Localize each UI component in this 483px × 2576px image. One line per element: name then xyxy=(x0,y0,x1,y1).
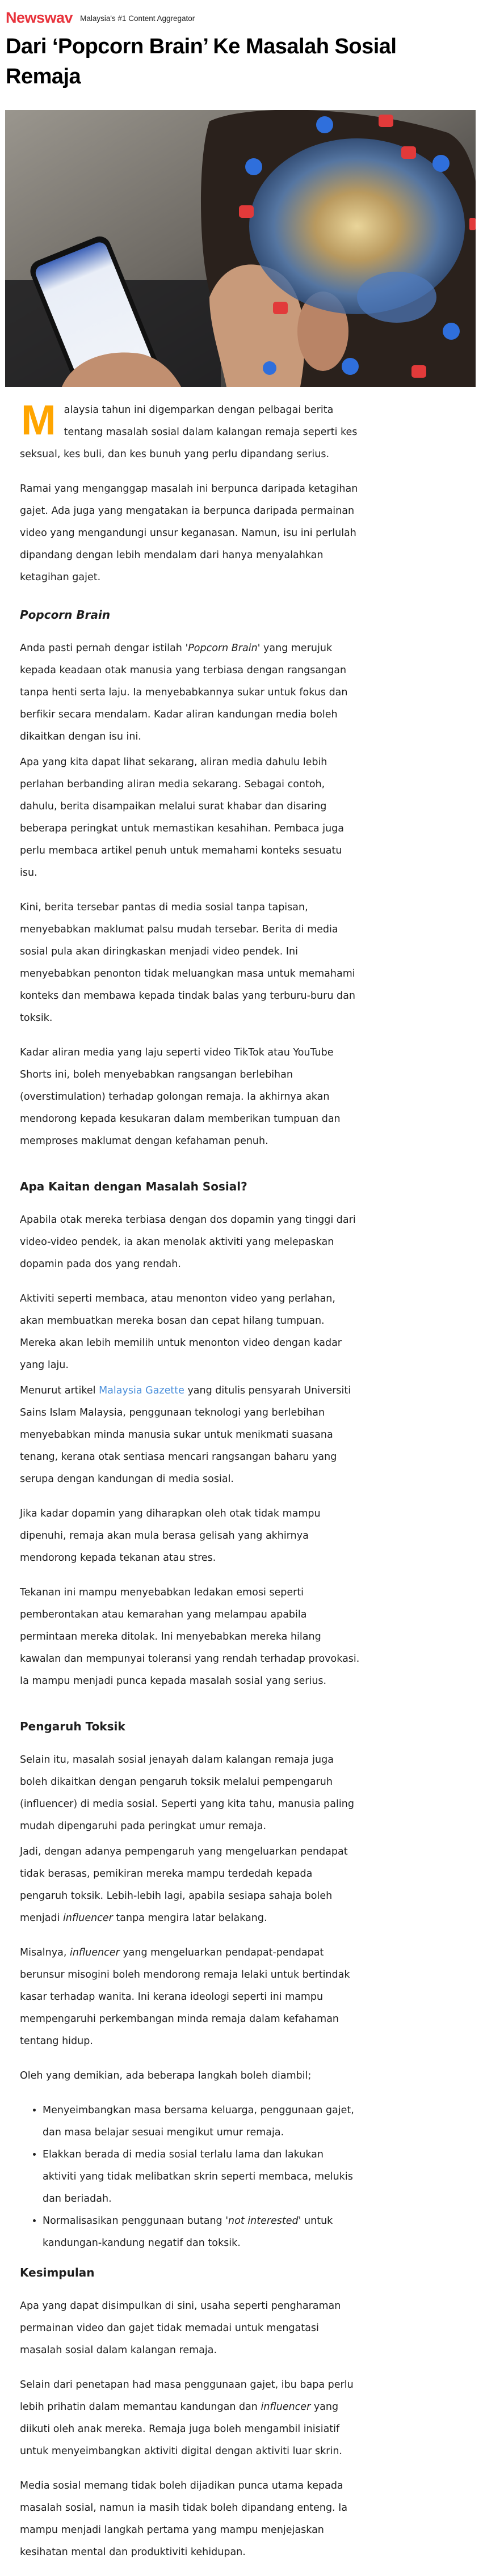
text: Jadi, dengan adanya pempengaruh yang mengeluarkan pendapat tidak berasas, pemikiran mereka mampu terdedah kepada pengaruh toksik. Lebih-lebih lagi, apabila sesiapa sahaja boleh menjadi xyxy=(20,1846,348,1924)
dropcap: M xyxy=(21,396,56,444)
paragraph: Ramai yang menganggap masalah ini berpunca daripada ketagihan gajet. Ada juga yang mengatakan ia berpunca daripada permainan video yang mengandungi unsur keganasan. Namun, isu ini perlulah dipandang dengan lebih mendalam dari hanya menyalahkan ketagihan gajet. xyxy=(20,483,358,583)
article-title: Dari ‘Popcorn Brain’ Ke Masalah Sosial Remaja xyxy=(6,35,397,88)
emphasis: 'Popcorn Brain' xyxy=(185,643,261,654)
steps-list xyxy=(20,2100,360,2254)
section-heading-pengaruh-toksik: Pengaruh Toksik xyxy=(20,1720,125,1733)
section-heading-kaitan: Apa Kaitan dengan Masalah Sosial? xyxy=(20,1180,247,1193)
paragraph: Apabila otak mereka terbiasa dengan dos dopamin yang tinggi dari video-video pendek, ia akan menolak aktiviti yang melepaskan dopamin pada dos yang rendah. xyxy=(20,1214,356,1270)
paragraph xyxy=(20,637,360,748)
section-heading-popcorn-brain: Popcorn Brain xyxy=(20,608,111,622)
intro-text: alaysia tahun ini digemparkan dengan pelbagai berita tentang masalah sosial dalam kalangan remaja seperti kes seksual, kes buli, dan kes bunuh yang perlu dipandang serius. xyxy=(20,404,358,460)
text: Misalnya, xyxy=(20,1947,70,1958)
hero-illustration xyxy=(5,110,476,387)
paragraph: Tekanan ini mampu menyebabkan ledakan emosi seperti pemberontakan atau kemarahan yang melampau apabila permintaan mereka ditolak. Ini menyebabkan mereka hilang kawalan dan mempunyai toleransi yang rendah terhadap provokasi. Ia mampu menjadi punca kepada masalah sosial yang serius. xyxy=(20,1587,360,1687)
newswav-logo[interactable]: Newswav xyxy=(6,9,73,26)
text: yang mengeluarkan pendapat-pendapat berunsur misogini boleh mendorong remaja lelaki untuk bertindak kasar terhadap wanita. Ini kerana ideologi seperti ini mampu mempengaruhi perkembangan minda remaja dalam kefahaman tentang hidup. xyxy=(20,1947,350,2047)
site-header xyxy=(6,8,195,27)
paragraph xyxy=(20,1942,360,2053)
site-tagline: Malaysia's #1 Content Aggregator xyxy=(80,14,195,23)
section-heading-kesimpulan: Kesimpulan xyxy=(20,2266,95,2279)
paragraph: Selain itu, masalah sosial jenayah dalam kalangan remaja juga boleh dikaitkan dengan pengaruh toksik melalui pempengaruh (influencer) di media sosial. Seperti yang kita tahu, manusia paling mudah dipengaruhi pada peringkat umur remaja. xyxy=(20,1754,354,1832)
text: Selain dari penetapan had masa penggunaan gajet, ibu bapa perlu lebih prihatin dalam memantau kandungan dan xyxy=(20,2379,354,2413)
text: untuk kandungan-kandung negatif dan toksik. xyxy=(43,2215,333,2249)
paragraph xyxy=(20,2374,360,2463)
text: tanpa mengira latar belakang. xyxy=(112,1912,267,1924)
list-item xyxy=(43,2210,360,2254)
intro-paragraph xyxy=(20,396,360,466)
paragraph: Aktiviti seperti membaca, atau menonton video yang perlahan, akan membuatkan mereka bosan dan cepat hilang tumpuan. Mereka akan lebih memilih untuk menonton video dengan kadar yang laju. xyxy=(20,1293,342,1371)
hero-image xyxy=(5,110,476,387)
emphasis: influencer xyxy=(261,2401,311,2413)
malaysia-gazette-link[interactable]: Malaysia Gazette xyxy=(99,1385,184,1396)
paragraph: Oleh yang demikian, ada beberapa langkah boleh diambil; xyxy=(20,2070,312,2081)
paragraph: Media sosial memang tidak boleh dijadikan punca utama kepada masalah sosial, namun ia masih tidak boleh dipandang enteng. Ia mampu menjadi langkah pertama yang mampu menjejaskan kesihatan mental dan produktiviti kehidupan. xyxy=(20,2480,348,2558)
paragraph xyxy=(20,1380,360,1490)
list-item: • Elakkan berada di media sosial terlalu lama dan lakukan aktiviti yang tidak melibatkan skrin seperti membaca, melukis dan beriadah. xyxy=(43,2144,360,2210)
text: Normalisasikan penggunaan butang xyxy=(43,2215,226,2227)
paragraph: Apa yang dapat disimpulkan di sini, usaha seperti pengharaman permainan video dan gajet tidak memadai untuk mengatasi masalah sosial dalam kalangan remaja. xyxy=(20,2300,341,2356)
paragraph xyxy=(20,1841,360,1929)
paragraph: Kadar aliran media yang laju seperti video TikTok atau YouTube Shorts ini, boleh menyebabkan rangsangan berlebihan (overstimulation) terhadap golongan remaja. Ia akhirnya akan mendorong kepada kesukaran dalam memberikan tumpuan dan memproses maklumat dengan kefahaman penuh. xyxy=(20,1047,341,1147)
text: Menurut artikel xyxy=(20,1385,99,1396)
emphasis: influencer xyxy=(63,1912,113,1924)
paragraph: Jika kadar dopamin yang diharapkan oleh otak tidak mampu dipenuhi, remaja akan mula berasa gelisah yang akhirnya mendorong kepada tekanan atau stres. xyxy=(20,1508,321,1564)
text: yang diikuti oleh anak mereka. Remaja juga boleh mengambil inisiatif untuk menyeimbangkan aktiviti digital dengan aktiviti luar skrin. xyxy=(20,2401,342,2457)
text: yang ditulis pensyarah Universiti Sains Islam Malaysia, penggunaan teknologi yang berlebihan menyebabkan minda manusia sukar untuk menikmati suasana tenang, kerana otak sentiasa mencari rangsangan baharu yang serupa dengan kandungan di media sosial. xyxy=(20,1385,351,1485)
article-body xyxy=(20,396,360,2576)
emphasis: influencer xyxy=(69,1947,120,1958)
text: yang merujuk kepada keadaan otak manusia yang terbiasa dengan rangsangan tanpa henti serta laju. Ia menyebabkannya sukar untuk fokus dan berfikir secara mendalam. Kadar aliran kandungan media boleh dikaitkan dengan isu ini. xyxy=(20,643,348,742)
emphasis: 'not interested' xyxy=(225,2215,301,2227)
paragraph: Apa yang kita dapat lihat sekarang, aliran media dahulu lebih perlahan berbanding aliran media sekarang. Sebagai contoh, dahulu, berita disampaikan melalui surat khabar dan disaring beberapa peringkat untuk memastikan kesahihan. Pembaca juga perlu membaca artikel penuh untuk memahami konteks sesuatu isu. xyxy=(20,757,345,879)
list-item: • Menyeimbangkan masa bersama keluarga, penggunaan gajet, dan masa belajar sesuai mengikut umur remaja. xyxy=(43,2100,360,2144)
text: Anda pasti pernah dengar istilah xyxy=(20,643,186,654)
paragraph: Kini, berita tersebar pantas di media sosial tanpa tapisan, menyebabkan maklumat palsu mudah tersebar. Berita di media sosial pula akan diringkaskan menjadi video pendek. Ini menyebabkan penonton tidak meluangkan masa untuk memahami konteks dan membawa kepada tindak balas yang terburu-buru dan toksik. xyxy=(20,902,355,1024)
